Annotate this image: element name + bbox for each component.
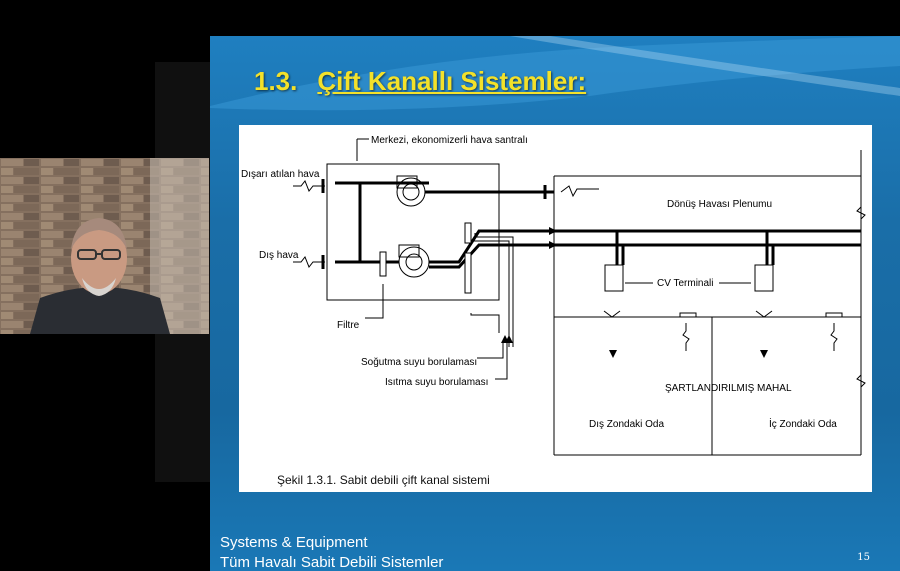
label-exhaust-air: Dışarı atılan hava — [241, 169, 320, 180]
title-text: Çift Kanallı Sistemler: — [317, 66, 587, 96]
cooling-coil — [465, 223, 471, 243]
cv-terminal-1 — [605, 265, 623, 291]
presenter-image — [0, 158, 209, 334]
label-inner-zone-room: İç Zondaki Oda — [769, 419, 837, 430]
label-cooling-piping: Soğutma suyu borulaması — [361, 357, 478, 368]
label-cv-terminal: CV Terminali — [657, 278, 714, 289]
label-conditioned-space: ŞARTLANDIRILMIŞ MAHAL — [665, 383, 792, 394]
label-central-unit: Merkezi, ekonomizerli hava santralı — [371, 135, 528, 146]
webcam-video — [0, 158, 209, 334]
slide-page-number: 15 — [857, 552, 870, 563]
filter-element — [380, 252, 386, 276]
heating-coil — [465, 253, 471, 293]
label-filter: Filtre — [337, 320, 360, 331]
label-return-plenum: Dönüş Havası Plenumu — [667, 199, 773, 210]
figure-caption: Şekil 1.3.1. Sabit debili çift kanal sistemi — [277, 473, 490, 487]
hvac-diagram — [239, 125, 872, 492]
cv-terminal-2 — [755, 265, 773, 291]
label-outer-zone-room: Dış Zondaki Oda — [589, 419, 665, 430]
label-outside-air: Dış hava — [259, 250, 299, 261]
label-heating-piping: Isıtma suyu borulaması — [385, 377, 489, 388]
presentation-slide — [210, 36, 900, 571]
dual-duct-schematic — [239, 125, 872, 492]
section-number: 1.3. — [254, 66, 298, 96]
footer-topic: Tüm Havalı Sabit Debili Sistemler — [220, 554, 444, 571]
slide-title — [254, 66, 586, 97]
footer-course-title: Systems & Equipment — [220, 534, 368, 551]
